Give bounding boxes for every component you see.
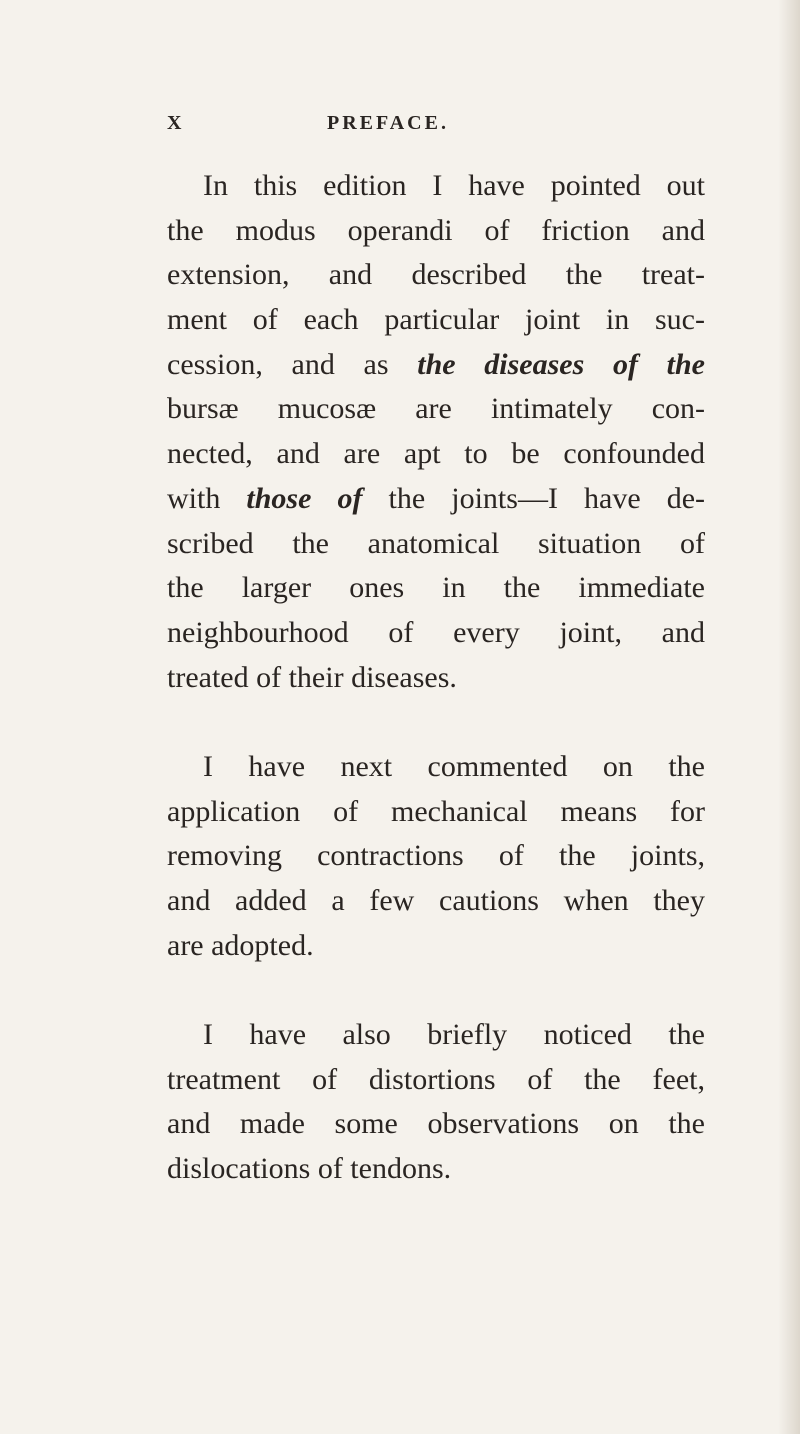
text-line: [167, 253, 705, 298]
text-line: [167, 656, 705, 701]
text-run: scribed the anatomical situation of: [167, 526, 705, 560]
text-line: [167, 1147, 705, 1192]
text-line: [167, 477, 705, 522]
text-line: [167, 387, 705, 432]
text-run: and added a few cautions when they: [167, 884, 705, 917]
text-line: [167, 298, 705, 343]
text-run: ment of each particular joint in suc-: [167, 303, 705, 337]
text-run: treatment of distortions of the feet,: [167, 1062, 705, 1096]
text-run: I have next commented on the: [203, 749, 705, 783]
text-line: [167, 566, 705, 611]
text-run: nected, and are apt to be confounded: [167, 437, 705, 471]
text-run: neighbourhood of every joint, and: [167, 615, 705, 649]
text-run: the joints—I have de-: [362, 481, 706, 515]
page-header: [167, 112, 537, 142]
italic-phrase: those of: [246, 481, 363, 515]
text-run: I have also briefly noticed the: [203, 1018, 705, 1052]
paragraph: [167, 745, 705, 968]
text-line: [167, 164, 705, 209]
text-run: the larger ones in the immediate: [167, 571, 705, 605]
text-line: [167, 745, 705, 790]
preface-body: [167, 164, 705, 1192]
text-run: dislocations of tendons.: [167, 1152, 452, 1186]
text-run: application of mechanical means for: [167, 794, 705, 828]
paragraph: [167, 1013, 705, 1192]
text-line: [167, 1058, 705, 1103]
text-run: In this edition I have pointed out: [203, 169, 705, 202]
paragraph-gap: [167, 968, 705, 1013]
text-line: [167, 209, 705, 254]
text-run: bursæ mucosæ are intimately con-: [167, 392, 705, 426]
text-run: the modus operandi of friction and: [167, 213, 705, 247]
running-title: PREFACE.: [327, 112, 449, 134]
text-line: [167, 432, 705, 477]
paragraph: [167, 164, 705, 700]
text-run: cession, and as: [167, 347, 418, 381]
text-line: [167, 879, 705, 924]
text-run: extension, and described the treat-: [167, 258, 705, 292]
text-run: and made some observations on the: [167, 1107, 705, 1141]
page-folio: X: [167, 112, 185, 134]
text-line: [167, 1013, 705, 1058]
italic-phrase: the diseases of the: [417, 347, 705, 381]
text-run: are adopted.: [167, 928, 314, 962]
text-run: removing contractions of the joints,: [167, 839, 705, 873]
text-line: [167, 522, 705, 567]
text-line: [167, 834, 705, 879]
paragraph-gap: [167, 700, 705, 745]
text-line: [167, 1102, 705, 1147]
text-run: with: [167, 481, 247, 515]
text-line: [167, 611, 705, 656]
text-run: treated of their diseases.: [167, 660, 457, 694]
page-edge-shadow: [778, 0, 800, 1434]
text-line: [167, 924, 705, 969]
text-line: [167, 790, 705, 835]
text-line: [167, 343, 705, 388]
